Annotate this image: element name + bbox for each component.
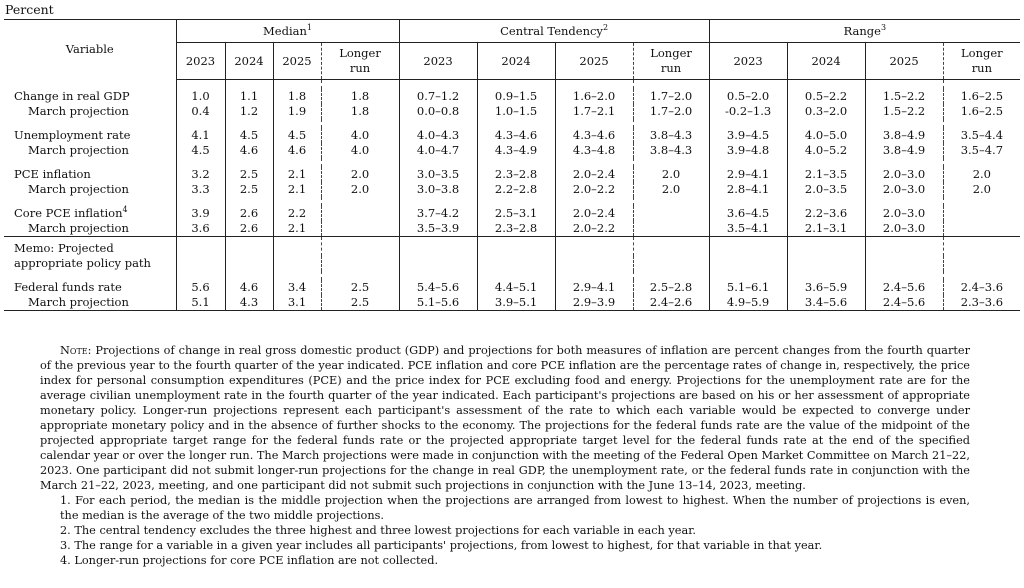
- table-cell: 4.0: [321, 143, 399, 158]
- table-cell: 4.5: [273, 128, 321, 143]
- table-cell: 1.2: [225, 104, 273, 119]
- table-cell: 5.6: [176, 280, 225, 295]
- table-cell: 0.4: [176, 104, 225, 119]
- table-cell: 2.5–3.1: [477, 206, 555, 221]
- row-label: March projection: [28, 104, 129, 118]
- footnote-3: 3. The range for a variable in a given year includes all participants' projections, from lowest to highest, for that variable in that year.: [60, 539, 823, 552]
- table-cell: 3.9–5.1: [477, 295, 555, 311]
- table-cell: 2.5: [225, 167, 273, 182]
- table-cell: [321, 206, 399, 221]
- table-cell: 0.0–0.8: [399, 104, 477, 119]
- longer-run-line-2: run: [971, 61, 992, 75]
- median-header: Median$^1$: [176, 20, 399, 43]
- table-cell: 3.4: [273, 280, 321, 295]
- row-label: March projection: [28, 143, 129, 157]
- table-cell: 3.5–4.4: [943, 128, 1020, 143]
- table-cell: 2.4–3.6: [943, 280, 1020, 295]
- table-cell: 1.7–2.0: [633, 104, 709, 119]
- range-header: Range$^3$: [709, 20, 1020, 43]
- table-cell: 2.2–2.8: [477, 182, 555, 197]
- table-cell: 2.0–3.0: [865, 206, 943, 221]
- central-tendency-year-1: 2024: [477, 43, 555, 80]
- table-cell: 1.6–2.5: [943, 89, 1020, 104]
- table-cell: 2.1: [273, 182, 321, 197]
- footnote-4: 4. Longer-run projections for core PCE inflation are not collected.: [60, 554, 439, 567]
- table-cell: 3.0–3.8: [399, 182, 477, 197]
- table-cell: 3.5–4.1: [709, 221, 787, 237]
- table-cell: 3.8–4.9: [865, 143, 943, 158]
- table-cell: 2.9–4.1: [709, 167, 787, 182]
- table-cell: 4.5: [225, 128, 273, 143]
- table-row: [4, 128, 1020, 143]
- table-cell: 1.8: [321, 89, 399, 104]
- table-cell: 3.8–4.3: [633, 128, 709, 143]
- table-cell: 2.6: [225, 206, 273, 221]
- table-cell: 3.0–3.5: [399, 167, 477, 182]
- table-cell: 2.0: [321, 182, 399, 197]
- table-cell: 2.0–2.2: [555, 182, 633, 197]
- table-row: [4, 104, 1020, 119]
- table-cell: 1.8: [321, 104, 399, 119]
- row-label: March projection: [28, 182, 129, 196]
- table-cell: 1.8: [273, 89, 321, 104]
- table-cell: 2.1–3.5: [787, 167, 865, 182]
- table-cell: 1.1: [225, 89, 273, 104]
- longer-run-line-1: Longer: [961, 46, 1003, 60]
- table-cell: 3.8–4.9: [865, 128, 943, 143]
- table-cell: 2.0: [321, 167, 399, 182]
- table-cell: 2.0–3.0: [865, 182, 943, 197]
- table-cell: 4.6: [273, 143, 321, 158]
- table-cell: 2.0–2.2: [555, 221, 633, 237]
- table-row: [4, 182, 1020, 197]
- table-cell: 2.6: [225, 221, 273, 237]
- table-cell: 3.3: [176, 182, 225, 197]
- projections-body: [4, 80, 1020, 311]
- row-label: PCE inflation: [14, 167, 91, 181]
- memo-label: Memo: Projected: [14, 241, 114, 255]
- table-cell: 3.8–4.3: [633, 143, 709, 158]
- table-cell: 3.9–4.8: [709, 143, 787, 158]
- median-year-1: 2024: [225, 43, 273, 80]
- memo-row: [4, 256, 1020, 271]
- table-cell: 4.9–5.9: [709, 295, 787, 311]
- table-cell: 5.1–5.6: [399, 295, 477, 311]
- central-tendency-year-2: 2025: [555, 43, 633, 80]
- median-longer-run: [321, 43, 399, 80]
- projections-table: [4, 19, 1020, 311]
- table-cell: 2.0–3.0: [865, 221, 943, 237]
- table-cell: 4.3–4.6: [477, 128, 555, 143]
- table-cell: 2.5–2.8: [633, 280, 709, 295]
- row-label: Unemployment rate: [14, 128, 131, 142]
- table-cell: 0.3–2.0: [787, 104, 865, 119]
- table-cell: 5.4–5.6: [399, 280, 477, 295]
- table-cell: 4.4–5.1: [477, 280, 555, 295]
- note-paragraph: [40, 343, 970, 493]
- table-cell: 1.6–2.0: [555, 89, 633, 104]
- table-cell: 1.7–2.1: [555, 104, 633, 119]
- table-cell: 0.5–2.0: [709, 89, 787, 104]
- table-row: [4, 280, 1020, 295]
- table-cell: 4.3–4.8: [555, 143, 633, 158]
- table-cell: 2.3–2.8: [477, 221, 555, 237]
- table-cell: 3.6: [176, 221, 225, 237]
- table-cell: 1.6–2.5: [943, 104, 1020, 119]
- table-cell: 2.9–4.1: [555, 280, 633, 295]
- table-cell: 0.7–1.2: [399, 89, 477, 104]
- median-year-2: 2025: [273, 43, 321, 80]
- table-cell: 5.1–6.1: [709, 280, 787, 295]
- row-label: Federal funds rate: [14, 280, 122, 294]
- row-label: March projection: [4, 221, 176, 237]
- table-cell: 2.0: [633, 182, 709, 197]
- table-cell: 2.0: [943, 182, 1020, 197]
- table-cell: [943, 206, 1020, 221]
- table-cell: 4.0–4.7: [399, 143, 477, 158]
- table-cell: 0.9–1.5: [477, 89, 555, 104]
- table-cell: 2.1–3.1: [787, 221, 865, 237]
- table-cell: -0.2–1.3: [709, 104, 787, 119]
- table-row: [4, 167, 1020, 182]
- table-cell: 3.5–3.9: [399, 221, 477, 237]
- table-cell: 4.1: [176, 128, 225, 143]
- table-cell: 3.1: [273, 295, 321, 311]
- table-cell: 1.7–2.0: [633, 89, 709, 104]
- longer-run-line-2: run: [660, 61, 682, 75]
- table-cell: 2.3–3.6: [943, 295, 1020, 311]
- table-cell: 4.0–4.3: [399, 128, 477, 143]
- table-cell: 2.2: [273, 206, 321, 221]
- longer-run-line-1: Longer: [339, 46, 381, 60]
- row-label: March projection: [4, 295, 176, 311]
- table-cell: 4.3–4.6: [555, 128, 633, 143]
- table-cell: 3.9: [176, 206, 225, 221]
- row-label: Change in real GDP: [14, 89, 130, 103]
- table-cell: 4.0–5.0: [787, 128, 865, 143]
- table-cell: 2.5: [225, 182, 273, 197]
- table-row: [4, 89, 1020, 104]
- table-cell: 3.5–4.7: [943, 143, 1020, 158]
- note-label: Note:: [60, 344, 92, 357]
- central-tendency-header: Central Tendency$^2$: [399, 20, 709, 43]
- table-cell: 4.6: [225, 280, 273, 295]
- table-cell: 4.5: [176, 143, 225, 158]
- table-cell: 2.4–5.6: [865, 295, 943, 311]
- row-label: Core PCE inflation$^4$: [14, 205, 128, 220]
- table-cell: 4.0: [321, 128, 399, 143]
- table-cell: 2.5: [321, 295, 399, 311]
- table-cell: 1.5–2.2: [865, 89, 943, 104]
- table-cell: [633, 221, 709, 237]
- table-cell: 2.0–2.4: [555, 167, 633, 182]
- table-cell: 2.1: [273, 221, 321, 237]
- table-cell: 4.0–5.2: [787, 143, 865, 158]
- table-cell: 2.0: [943, 167, 1020, 182]
- table-cell: [943, 221, 1020, 237]
- table-cell: [321, 221, 399, 237]
- footnote-2: 2. The central tendency excludes the three highest and three lowest projections for each variable in each year.: [60, 524, 696, 537]
- table-cell: 4.6: [225, 143, 273, 158]
- table-cell: 2.0–2.4: [555, 206, 633, 221]
- median-year-0: 2023: [176, 43, 225, 80]
- table-cell: 2.0: [633, 167, 709, 182]
- note-text: Projections of change in real gross domestic product (GDP) and projections for both measures of inflation are percent changes from the fourth quarter of the previous year to the fourth quarter of the year indicated. PCE inflation and core PCE inflation are the percentage rates of change in, respectively, the price index for personal consumption expenditures (PCE) and the price index for PCE excluding food and energy. Projections for the unemployment rate are for the average civilian unemployment rate in the fourth quarter of the year indicated. Each participant's projections are based on his or her assessment of appropriate monetary policy. Longer-run projections represent each participant's assessment of the rate to which each variable would be expected to converge under appropriate monetary policy and in the absence of further shocks to the economy. The projections for the federal funds rate are the value of the midpoint of the projected appropriate target range for the federal funds rate or the projected appropriate target level for the federal funds rate at the end of the specified calendar year or over the longer run. The March projections were made in conjunction with the meeting of the Federal Open Market Committee on March 21–22, 2023. One participant did not submit longer-run projections for the change in real GDP, the unemployment rate, or the federal funds rate in conjunction with the March 21–22, 2023, meeting, and one participant did not submit such projections in conjunction with the June 13–14, 2023, meeting.: [40, 344, 970, 492]
- table-row: [4, 295, 1020, 311]
- table-cell: 4.3: [225, 295, 273, 311]
- table-row: [4, 206, 1020, 221]
- table-cell: 1.5–2.2: [865, 104, 943, 119]
- variable-header: Variable: [4, 20, 176, 80]
- table-cell: 2.8–4.1: [709, 182, 787, 197]
- table-cell: 1.0–1.5: [477, 104, 555, 119]
- table-row: [4, 143, 1020, 158]
- table-row: [4, 221, 1020, 237]
- table-cell: 2.5: [321, 280, 399, 295]
- table-cell: 2.4–5.6: [865, 280, 943, 295]
- table-cell: 1.0: [176, 89, 225, 104]
- table-cell: 3.6–5.9: [787, 280, 865, 295]
- table-cell: 2.0–3.5: [787, 182, 865, 197]
- central-tendency-year-0: 2023: [399, 43, 477, 80]
- notes-section: [40, 343, 970, 568]
- table-cell: 0.5–2.2: [787, 89, 865, 104]
- range-year-2: 2025: [865, 43, 943, 80]
- longer-run-line-1: Longer: [650, 46, 692, 60]
- table-cell: 2.4–2.6: [633, 295, 709, 311]
- table-cell: [633, 206, 709, 221]
- footnote-1: 1. For each period, the median is the middle projection when the projections are arranged from lowest to highest. When the number of projections is even, the median is the average of the two middle projections.: [60, 494, 970, 522]
- table-cell: 3.6–4.5: [709, 206, 787, 221]
- range-year-1: 2024: [787, 43, 865, 80]
- table-cell: 2.2–3.6: [787, 206, 865, 221]
- table-cell: 2.9–3.9: [555, 295, 633, 311]
- table-cell: 4.3–4.9: [477, 143, 555, 158]
- table-cell: 2.3–2.8: [477, 167, 555, 182]
- table-cell: 3.7–4.2: [399, 206, 477, 221]
- table-cell: 3.2: [176, 167, 225, 182]
- units-label: Percent: [5, 2, 54, 17]
- memo-label: appropriate policy path: [14, 256, 151, 270]
- table-cell: 1.9: [273, 104, 321, 119]
- table-cell: 3.4–5.6: [787, 295, 865, 311]
- table-cell: 2.0–3.0: [865, 167, 943, 182]
- memo-row: [4, 237, 1020, 257]
- table-cell: 5.1: [176, 295, 225, 311]
- table-cell: 2.1: [273, 167, 321, 182]
- central-tendency-longer-run: [633, 43, 709, 80]
- range-year-0: 2023: [709, 43, 787, 80]
- table-cell: 3.9–4.5: [709, 128, 787, 143]
- longer-run-line-2: run: [349, 61, 371, 75]
- range-longer-run: [943, 43, 1020, 80]
